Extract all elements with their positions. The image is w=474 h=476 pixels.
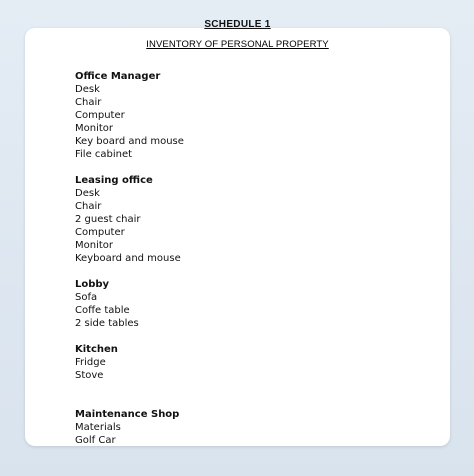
list-item: Computer <box>75 110 125 121</box>
section-heading: Lobby <box>75 279 110 290</box>
document-title: INVENTORY OF PERSONAL PROPERTY <box>146 39 329 50</box>
list-item: File cabinet <box>75 149 133 160</box>
list-item: Computer <box>75 227 125 238</box>
section-heading: Maintenance Shop <box>75 409 180 420</box>
list-item: Fridge <box>75 357 106 368</box>
document-page <box>25 19 450 446</box>
list-item: Desk <box>75 84 100 95</box>
schedule-heading: SCHEDULE 1 <box>204 19 271 30</box>
list-item: Desk <box>75 188 100 199</box>
section-kitchen <box>75 343 184 382</box>
list-item: Chair <box>75 201 102 212</box>
list-item: Keyboard and mouse <box>75 253 181 264</box>
inventory-list <box>75 70 184 460</box>
section-heading: Kitchen <box>75 344 118 355</box>
list-item: Key board and mouse <box>75 136 184 147</box>
section-maintenance-shop <box>75 408 184 447</box>
section-heading: Leasing office <box>75 175 153 186</box>
list-item: 2 side tables <box>75 318 139 329</box>
section-leasing-office <box>75 174 184 265</box>
section-office-manager <box>75 70 184 161</box>
list-item: Coffe table <box>75 305 130 316</box>
list-item: Materials <box>75 422 121 433</box>
list-item: Monitor <box>75 123 114 134</box>
list-item: Sofa <box>75 292 98 303</box>
list-item: Golf Car <box>75 435 116 446</box>
list-item: Monitor <box>75 240 114 251</box>
list-item: Stove <box>75 370 104 381</box>
list-item: Chair <box>75 97 102 108</box>
section-heading: Office Manager <box>75 71 161 82</box>
section-lobby <box>75 278 184 330</box>
list-item: 2 guest chair <box>75 214 141 225</box>
